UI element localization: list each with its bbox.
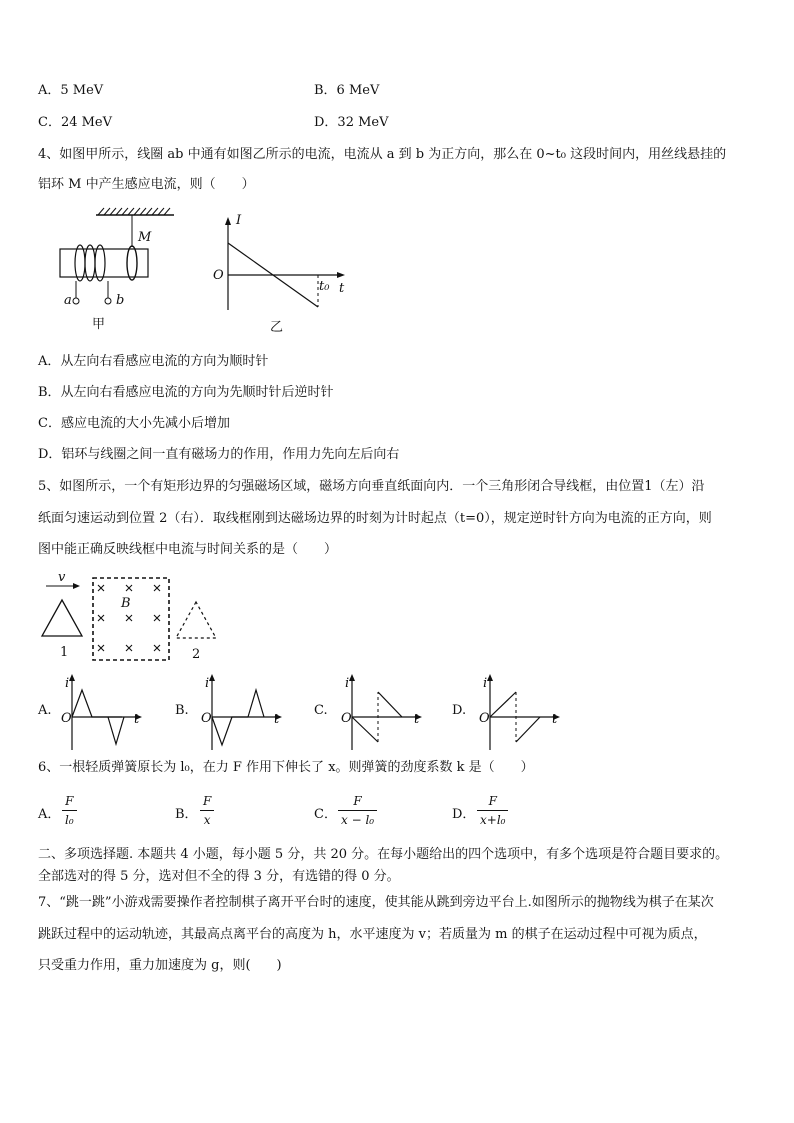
q5-label-b: B [121, 596, 131, 611]
q4-option-d: D．铝环与线圈之间一直有磁场力的作用，作用力先向左后向右 [38, 447, 400, 462]
q6-option-c-num: F [353, 794, 362, 808]
q5-label-v: v [58, 570, 66, 585]
q5-label-2: 2 [192, 647, 201, 662]
q6-option-c-label: C． [314, 807, 337, 822]
q4-label-m: M [138, 230, 152, 245]
q5-stem-line1: 5、如图所示，一个有矩形边界的匀强磁场区域，磁场方向垂直纸面向内．一个三角形闭合导线框，由位置1（左）沿 [38, 479, 705, 494]
q4-option-a: A．从左向右看感应电流的方向为顺时针 [38, 354, 269, 369]
q6-option-b-fraction [200, 794, 214, 827]
q6-option-c-fraction [338, 794, 377, 827]
q6-option-a-label: A． [38, 807, 61, 822]
q4-label-b: b [116, 293, 125, 308]
q7-line3: 只受重力作用，重力加速度为 g，则( ) [38, 958, 282, 973]
q6-option-d-fraction [477, 794, 508, 827]
section2-line2: 全部选对的得 5 分，选对但不全的得 3 分，有选错的得 0 分。 [38, 869, 400, 884]
q5-graph-b-i: i [205, 676, 210, 691]
q5-graph-a-curve [72, 690, 122, 717]
q3-option-c: C．24 MeV [38, 115, 113, 130]
q5-graph-d-t: t [552, 712, 558, 727]
q5-graph-d-i: i [483, 676, 488, 691]
q5-graph-c-o: O [341, 711, 352, 726]
q5-graph-d-curve [490, 692, 516, 717]
q3-option-b: B．6 MeV [314, 83, 380, 98]
q7-line1: 7、“跳一跳”小游戏需要操作者控制棋子离开平台时的速度，使其能从跳到旁边平台上.如图所示的抛物线为棋子在某次 [38, 895, 714, 910]
q6-option-d-den: x+l₀ [480, 813, 506, 827]
q6-stem: 6、一根轻质弹簧原长为 l₀，在力 F 作用下伸长了 x。则弹簧的劲度系数 k 是（ ） [38, 760, 534, 775]
q5-graph-c [340, 672, 425, 752]
q5-graph-a [60, 672, 145, 752]
q4-label-i: I [236, 213, 242, 228]
q5-graph-b-t: t [274, 712, 280, 727]
q4-stem-line2: 铝环 M 中产生感应电流，则（ ） [38, 177, 255, 192]
section2-line1: 二、多项选择题. 本题共 4 小题，每小题 5 分，共 20 分。在每小题给出的四个选项中，有多个选项是符合题目要求的。 [38, 847, 729, 862]
q4-label-o: O [213, 268, 224, 283]
q6-option-a-num: F [65, 794, 74, 808]
q6-option-a-fraction [62, 794, 77, 827]
q5-graph-b-o: O [201, 711, 212, 726]
q4-figure-yi [210, 215, 350, 315]
q6-option-d-num: F [488, 794, 497, 808]
q4-option-c: C．感应电流的大小先减小后增加 [38, 416, 230, 431]
q3-option-a: A．5 MeV [38, 83, 104, 98]
q6-option-b-label: B． [175, 807, 198, 822]
q5-graph-b-curve [212, 717, 248, 745]
q5-graph-a-o: O [61, 711, 72, 726]
q5-stem-line2: 纸面匀速运动到位置 2（右）．取线框刚到达磁场边界的时刻为计时起点（t=0），规定逆时针方向为电流的正方向，则 [38, 511, 712, 526]
q5-label-1: 1 [60, 645, 69, 660]
q7-line2: 跳跃过程中的运动轨迹，其最高点离平台的高度为 h，水平速度为 v；若质量为 m 的棋子在运动过程中可视为质点， [38, 927, 707, 942]
q4-option-b: B．从左向右看感应电流的方向为先顺时针后逆时针 [38, 385, 334, 400]
q5-graph-a-t: t [134, 712, 140, 727]
q6-option-b-num: F [203, 794, 212, 808]
q5-graph-a-option: A. [38, 703, 52, 718]
q5-graph-c-i: i [345, 676, 350, 691]
q4-label-t: t [339, 281, 345, 296]
q5-graph-a-i: i [65, 676, 70, 691]
q4-label-t0: t₀ [319, 279, 330, 294]
q5-graph-b [200, 672, 285, 752]
q5-graph-c-curve [352, 717, 378, 742]
q6-option-a-den: l₀ [65, 813, 74, 827]
q4-label-a: a [64, 293, 72, 308]
q6-option-b-den: x [203, 813, 211, 827]
q4-stem-line1: 4、如图甲所示，线圈 ab 中通有如图乙所示的电流，电流从 a 到 b 为正方向，那么在 0~t₀ 这段时间内，用丝线悬挂的 [38, 147, 727, 162]
q5-graph-c-option: C. [314, 703, 328, 718]
q6-option-c-den: x − l₀ [341, 813, 375, 827]
q3-option-d: D．32 MeV [314, 115, 389, 130]
q4-caption-yi: 乙 [270, 320, 284, 335]
q5-graph-b-option: B. [175, 703, 189, 718]
q5-graph-d-o: O [479, 711, 490, 726]
q6-option-d-label: D． [452, 807, 476, 822]
q4-caption-jia: 甲 [92, 317, 106, 332]
q5-graph-c-t: t [414, 712, 420, 727]
q5-graph-d-option: D. [452, 703, 467, 718]
q4-figure-jia [50, 205, 180, 330]
q5-stem-line3: 图中能正确反映线框中电流与时间关系的是（ ） [38, 542, 338, 557]
q5-graph-d [478, 672, 563, 752]
